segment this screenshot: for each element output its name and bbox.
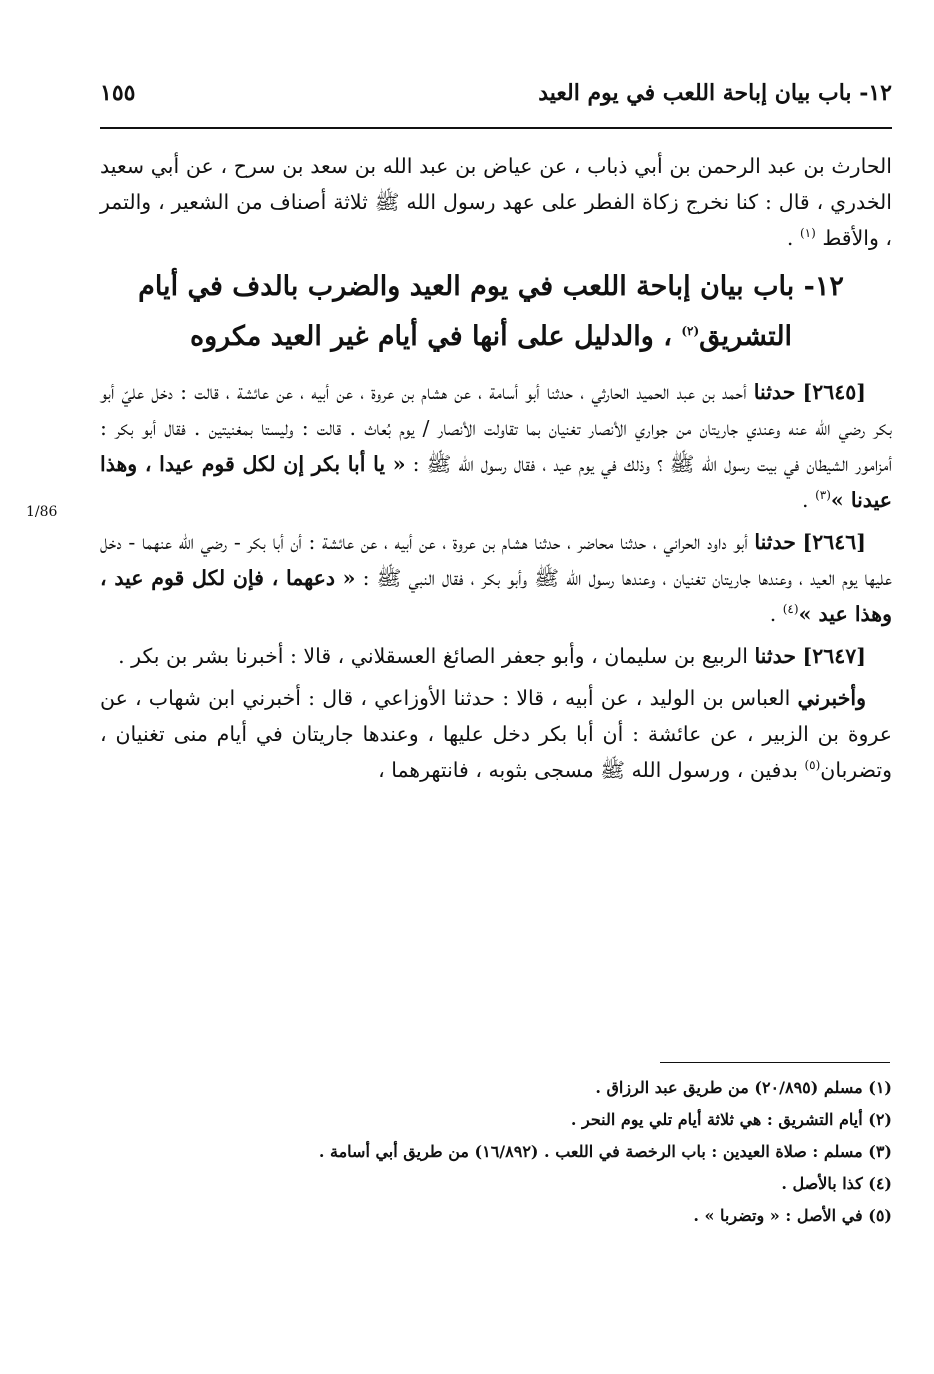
footnote-rule xyxy=(660,1062,890,1063)
intro-paragraph: الحارث بن عبد الرحمن بن أبي ذباب ، عن عياض بن عبد الله بن سعد بن سرح ، عن أبي سعيد الخدري ، قال : كنا نخرج زكاة الفطر على عهد رسول الله ﷺ ثلاثة أصناف من الشعير ، والتمر ، والأقط $^{(١)}$ . xyxy=(100,154,892,250)
footnote-ref-4: (٤) xyxy=(782,602,799,617)
hadith-2646: [٢٦٤٦] حدثنا أبو داود الحراني ، حدثنا محاضر ، حدثنا هشام بن عروة ، عن أبيه ، عن عائشة : أن أبا بكر - رضي الله عنهما - دخل عليها يوم العيد ، وعندها جاريتان تغنيان ، وعندها رسول الله ﷺ وأبو بكر ، فقال النبي ﷺ : « دعهما ، فإن لكل قوم عيد ، وهذا عيد »$^{(٤)}$ . xyxy=(100,530,893,626)
margin-folio-note: 1/86 xyxy=(26,504,58,520)
hadith-2647: [٢٦٤٧] حدثنا الربيع بن سليمان ، وأبو جعفر الصائغ العسقلاني ، قالا : أخبرنا بشر بن بكر . xyxy=(118,644,866,668)
footnote-ref-5: (٥) xyxy=(804,758,821,773)
header-rule xyxy=(100,127,892,129)
hadith-number: [٢٦٤٥] xyxy=(802,380,866,404)
prophetic-quote: « دعهما ، فإن لكل قوم عيد ، وهذا عيد » xyxy=(100,566,892,626)
hadith-2645: [٢٦٤٥] حدثنا أحمد بن عبد الحميد الحارثي ، حدثنا أبو أسامة ، عن هشام بن عروة ، عن أبيه ، عن عائشة ، قالت : دخل عليّ أبو بكر رضي الله عنه وعندي جاريتان من جواري الأنصار تغنيان بما تقاولت الأنصار / يوم بُعاث . قالت : وليستا بمغنيتين . فقال أبو بكر : أمزامور الشيطان في بيت رسول الله ﷺ ؟ وذلك في يوم عيد ، فقال رسول الله ﷺ : « يا أبا بكر إن لكل قوم عيدا ، وهذا عيدنا »$^{(٣)}$ . xyxy=(100,380,892,512)
prophetic-quote: « يا أبا بكر إن لكل قوم عيدا ، وهذا عيدنا » xyxy=(100,452,892,512)
running-title: ١٢- باب بيان إباحة اللعب في يوم العيد xyxy=(538,80,892,106)
footnote-3: (٣) مسلم : صلاة العيدين : باب الرخصة في اللعب . (١٦/٨٩٢) من طريق أبي أسامة . xyxy=(318,1142,892,1161)
akhbarani-paragraph: وأخبرني العباس بن الوليد ، عن أبيه ، قالا : حدثنا الأوزاعي ، قال : أخبرني ابن شهاب ، عن عروة بن الزبير ، عن عائشة : أن أبا بكر دخل عليها ، وعندها جاريتان في أيام منى تغنيان ، وتضربان$^{(٥)}$ بدفين ، ورسول الله ﷺ مسجى بثوبه ، فانتهرهما ، xyxy=(100,686,892,782)
footnote-5: (٥) في الأصل : « وتضربا » . xyxy=(693,1206,892,1225)
footnote-1: (١) مسلم (٢٠/٨٩٥) من طريق عبد الرزاق . xyxy=(595,1078,892,1097)
footnote-ref-1: (١) xyxy=(799,226,816,241)
page-number: ١٥٥ xyxy=(100,80,136,106)
footnote-2: (٢) أيام التشريق : هي ثلاثة أيام تلي يوم النحر . xyxy=(570,1110,892,1129)
hadith-number: [٢٦٤٦] xyxy=(802,530,866,554)
footnote-ref-2: (٢) xyxy=(681,324,700,338)
footnote-ref-3: (٣) xyxy=(815,488,831,503)
footnote-4: (٤) كذا بالأصل . xyxy=(781,1174,892,1193)
page-header xyxy=(100,80,892,120)
footnotes xyxy=(100,1072,892,1232)
page-body xyxy=(100,148,892,794)
chapter-title: ١٢- باب بيان إباحة اللعب في يوم العيد والضرب بالدف في أيام التشريق$^{(٢)}$ ، والدليل على أنها في أيام غير العيد مكروه xyxy=(138,271,844,352)
hadith-number: [٢٦٤٧] xyxy=(802,644,866,668)
